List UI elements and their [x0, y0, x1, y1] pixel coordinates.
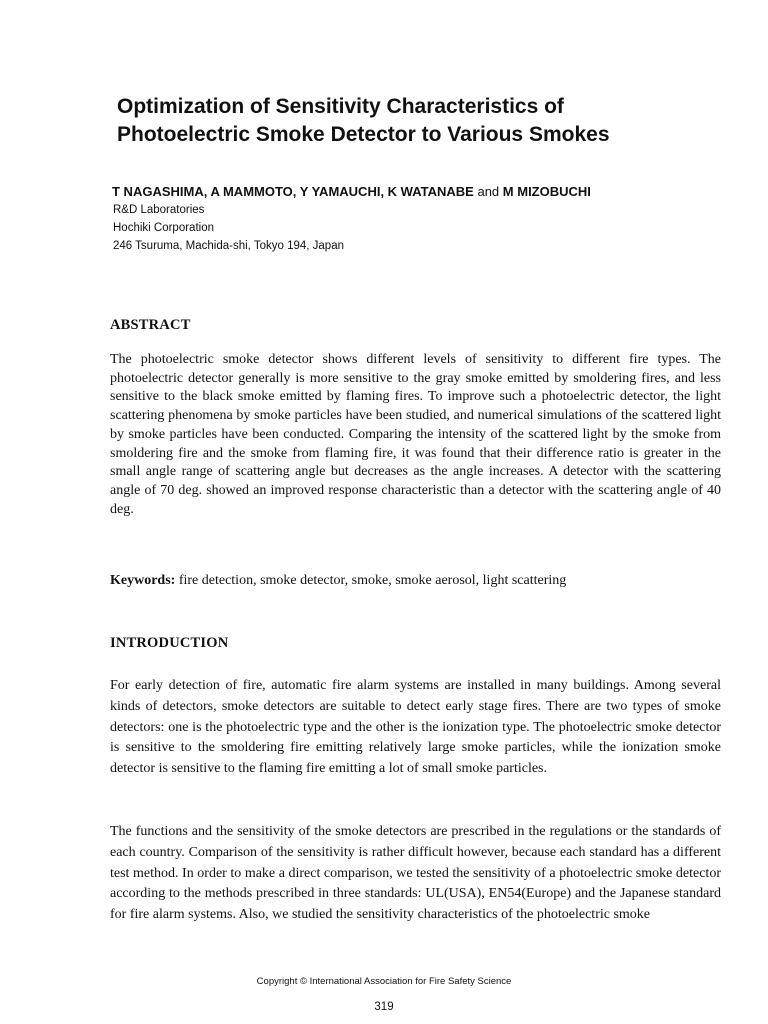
paper-title [117, 93, 737, 149]
title-line-1: Optimization of Sensitivity Characteristics of [117, 95, 564, 118]
affiliation-line-3: 246 Tsuruma, Machida-shi, Tokyo 194, Japan [113, 240, 344, 252]
introduction-heading: INTRODUCTION [110, 635, 229, 651]
intro-paragraph-1: For early detection of fire, automatic fire alarm systems are installed in many buildings. Among several kinds of detectors, smoke detectors are suitable to detect early stage fires. There are two types of smoke detectors: one is the photoelectric type and the other is the ionization type. The photoelectric smoke detector is sensitive to the smoldering fire emitting relatively large smoke particles, while the ionization smoke detector is sensitive to the flaming fire emitting a lot of small smoke particles. [110, 678, 721, 777]
keywords-label: Keywords: [110, 573, 176, 588]
title-line-2: Photoelectric Smoke Detector to Various Smokes [117, 123, 610, 146]
keywords [110, 572, 721, 590]
keywords-text: fire detection, smoke detector, smoke, smoke aerosol, light scattering [178, 573, 567, 588]
abstract-heading: ABSTRACT [110, 317, 191, 333]
authors-and: and [477, 184, 500, 199]
abstract-text: The photoelectric smoke detector shows different levels of sensitivity to different fire types. The photoelectric detector generally is more sensitive to the gray smoke emitted by smoldering fires, and less sensitive to the black smoke emitted by flaming fires. To improve such a photoelectric detector, the light scattering phenomena by smoke particles have been studied, and numerical simulations of the scattered light by smoke particles have been conducted. Comparing the intensity of the scattered light by the smoke from smoldering fire and the smoke from flaming fire, it was found that their difference ratio is greater in the small angle range of scattering angle but decreases as the angle increases. A detector with the scattering angle of 70 deg. showed an improved response characteristic than a detector with the scattering angle of 40 deg. [110, 352, 721, 517]
authors-main: T NAGASHIMA, A MAMMOTO, Y YAMAUCHI, K WATANABE [112, 184, 474, 199]
authors-last: M MIZOBUCHI [502, 184, 591, 199]
affiliation [113, 201, 344, 255]
author-list [112, 183, 732, 201]
affiliation-line-1: R&D Laboratories [113, 204, 205, 216]
page-number: 319 [374, 1001, 394, 1013]
affiliation-line-2: Hochiki Corporation [113, 222, 214, 234]
copyright-notice: Copyright © International Association for Fire Safety Science [256, 976, 512, 987]
intro-paragraph-2: The functions and the sensitivity of the smoke detectors are prescribed in the regulations or the standards of each country. Comparison of the sensitivity is rather difficult however, because each standard has a different test method. In order to make a direct comparison, we tested the sensitivity of a photoelectric smoke detector according to the methods prescribed in three standards: UL(USA), EN54(Europe) and the Japanese standard for fire alarm systems. Also, we studied the sensitivity characteristics of the photoelectric smoke [110, 824, 721, 923]
